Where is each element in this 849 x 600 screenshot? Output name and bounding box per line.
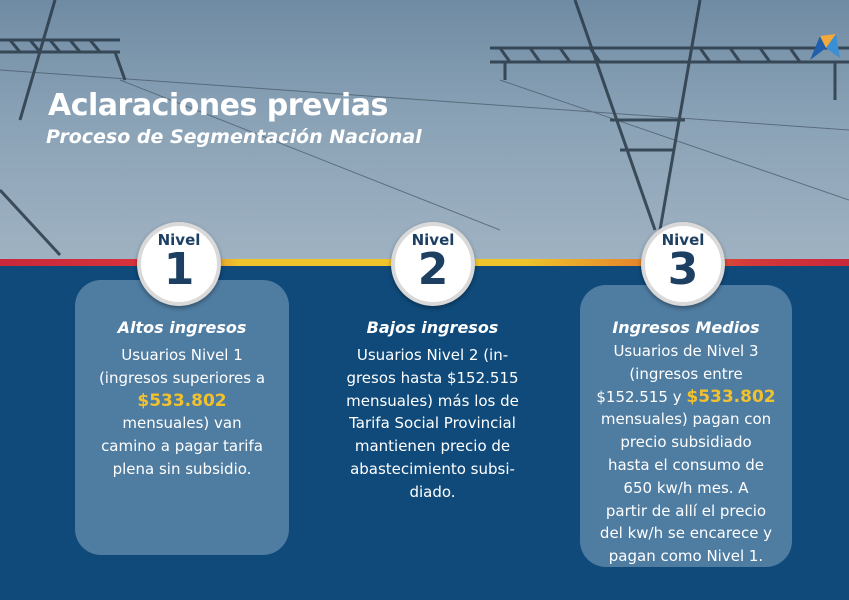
level-heading: Ingresos Medios: [612, 318, 760, 337]
brand-logo: [806, 30, 842, 66]
badge-label: Nivel: [411, 231, 455, 249]
page-title: Aclaraciones previas: [48, 88, 388, 123]
income-threshold-highlight: $533.802: [137, 390, 227, 411]
badge-number: 1: [163, 244, 195, 295]
level-3-text: [586, 318, 786, 568]
income-threshold-highlight: $533.802: [686, 386, 776, 407]
level-1-badge: [137, 222, 221, 306]
page-subtitle: Proceso de Segmentación Nacional: [46, 126, 422, 148]
level-description: Usuarios de Nivel 3 (ingresos entre $152.515 y $533.802 mensuales) pagan con precio subsidiado hasta el consumo de 650 kw/h mes. A partir de allí el precio del kw/h se encarece y pagan como Nivel 1.: [596, 342, 776, 566]
badge-label: Nivel: [157, 231, 201, 249]
level-2-text: [330, 318, 535, 504]
badge-number: 2: [417, 244, 449, 295]
level-heading: Altos ingresos: [117, 318, 247, 337]
level-3-badge: [641, 222, 725, 306]
level-1-text: [82, 318, 282, 481]
badge-label: Nivel: [661, 231, 705, 249]
level-2-badge: [391, 222, 475, 306]
level-heading: Bajos ingresos: [366, 318, 499, 337]
badge-number: 3: [667, 244, 699, 295]
level-description: Usuarios Nivel 2 (in- gresos hasta $152.515 mensuales) más los de Tarifa Social Provincial mantienen precio de abastecimiento subsi- diado.: [346, 346, 519, 501]
level-description: Usuarios Nivel 1 (ingresos superiores a $533.802 mensuales) van camino a pagar tarifa plena sin subsidio.: [98, 346, 266, 478]
